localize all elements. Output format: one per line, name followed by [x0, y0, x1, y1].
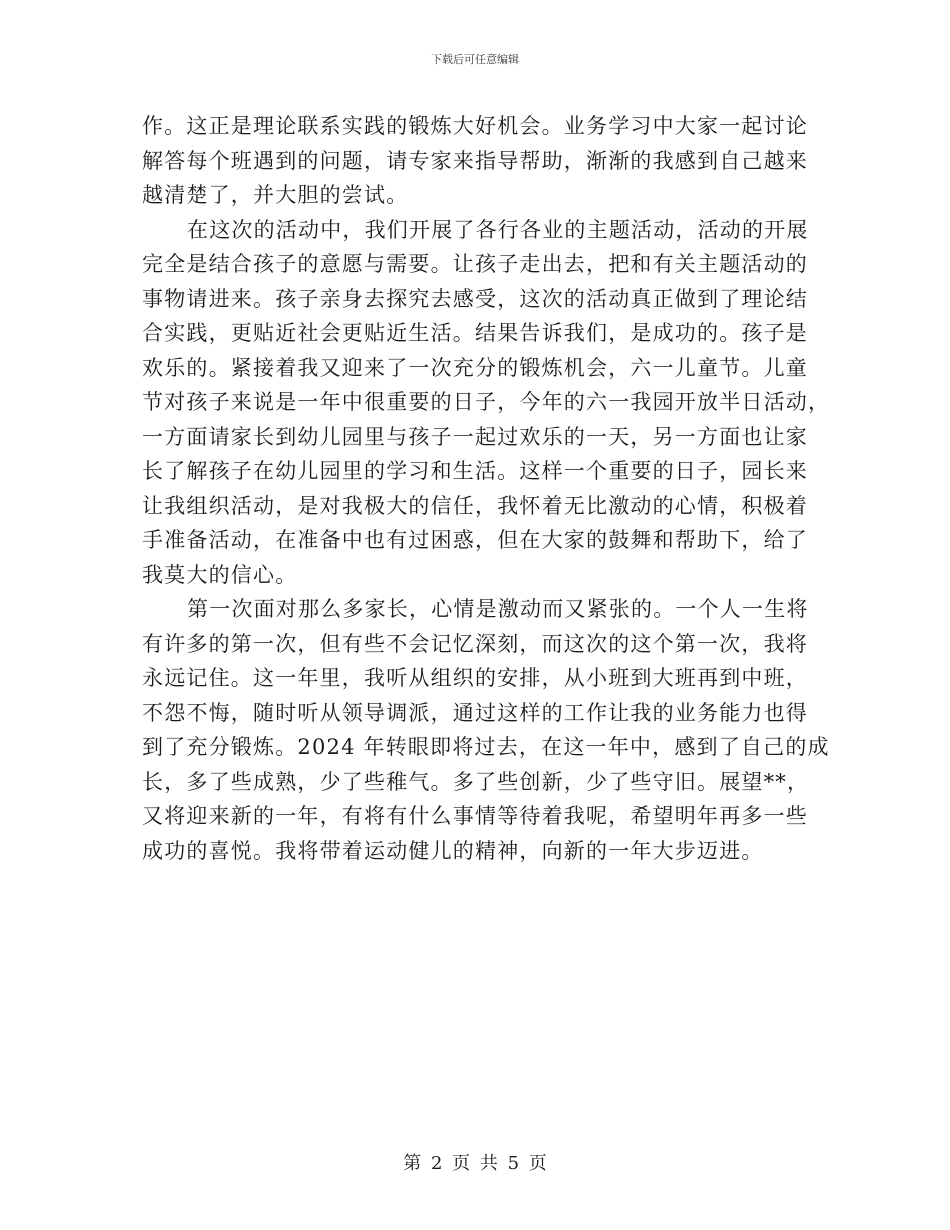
- page-number-footer: 第 2 页 共 5 页: [403, 1153, 547, 1174]
- text-line: 解答每个班遇到的问题，请专家来指导帮助，渐渐的我感到自己越来: [142, 148, 808, 173]
- text-line: 不怨不悔，随时听从领导调派，通过这样的工作让我的业务能力也得: [142, 700, 808, 725]
- text-line: 第一次面对那么多家长，心情是激动而又紧张的。一个人一生将: [187, 597, 809, 621]
- paragraph: [142, 592, 830, 868]
- text-line: 永远记住。这一年里，我听从组织的安排，从小班到大班再到中班，: [142, 666, 808, 690]
- text-line: 越清楚了，并大胆的尝试。: [142, 183, 409, 207]
- text-line: 让我组织活动，是对我极大的信任，我怀着无比激动的心情，积极着: [142, 493, 808, 518]
- text-line: 节对孩子来说是一年中很重要的日子，今年的六一我园开放半日活动，: [142, 390, 831, 414]
- paragraph: [142, 213, 831, 593]
- text-line: 作。这正是理论联系实践的锻炼大好机会。业务学习中大家一起讨论: [142, 114, 808, 138]
- text-line: 完全是结合孩子的意愿与需要。让孩子走出去，把和有关主题活动的: [142, 252, 808, 276]
- text-line: 到了充分锻炼。2024 年转眼即将过去，在这一年中，感到了自己的成: [142, 735, 830, 759]
- text-line: 合实践，更贴近社会更贴近生活。结果告诉我们，是成功的。孩子是: [142, 321, 808, 345]
- text-line: 长，多了些成熟，少了些稚气。多了些创新，少了些守旧。展望**，: [142, 769, 810, 794]
- text-line: 有许多的第一次，但有些不会记忆深刻，而这次的这个第一次，我将: [142, 631, 808, 656]
- page-header: 下载后可任意编辑: [431, 53, 519, 66]
- text-line: 长了解孩子在幼儿园里的学习和生活。这样一个重要的日子，园长来: [142, 459, 808, 483]
- text-line: 事物请进来。孩子亲身去探究去感受，这次的活动真正做到了理论结: [142, 286, 808, 311]
- text-line: 我莫大的信心。: [142, 562, 298, 587]
- text-line: 手准备活动，在准备中也有过困惑，但在大家的鼓舞和帮助下，给了: [142, 528, 808, 552]
- text-line: 欢乐的。紧接着我又迎来了一次充分的锻炼机会，六一儿童节。儿童: [142, 355, 808, 380]
- text-line: 在这次的活动中，我们开展了各行各业的主题活动，活动的开展: [187, 217, 809, 242]
- text-line: 成功的喜悦。我将带着运动健儿的精神，向新的一年大步迈进。: [142, 838, 764, 863]
- document-body: [142, 109, 831, 868]
- text-line: 又将迎来新的一年，有将有什么事情等待着我呢，希望明年再多一些: [142, 804, 808, 828]
- paragraph: [142, 109, 810, 213]
- text-line: 一方面请家长到幼儿园里与孩子一起过欢乐的一天，另一方面也让家: [142, 424, 808, 449]
